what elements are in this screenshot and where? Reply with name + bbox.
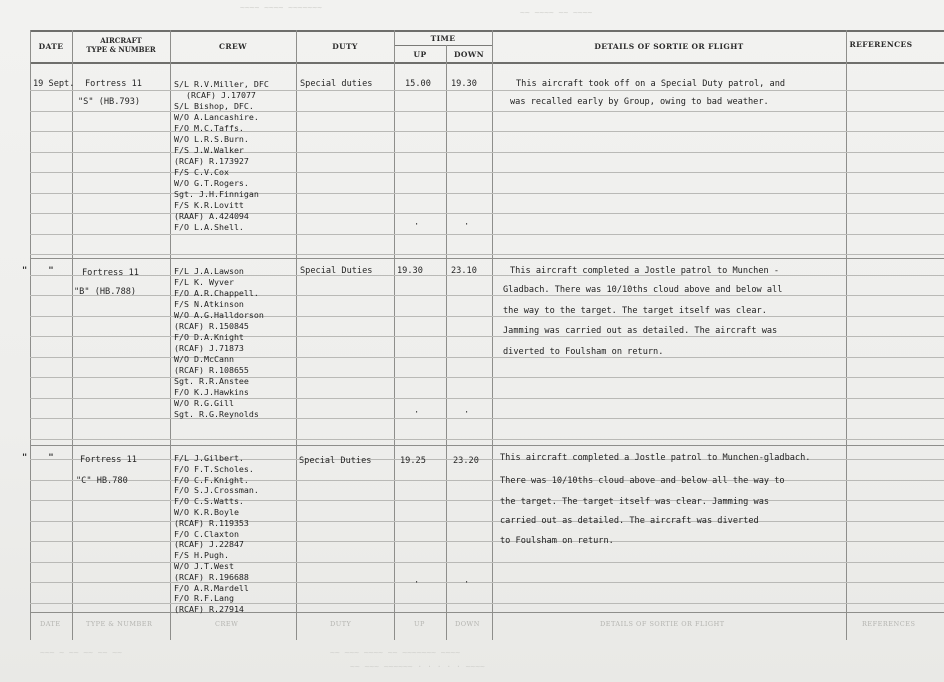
crew-member: F/S C.V.Cox (174, 167, 229, 177)
header-crew: CREW (219, 42, 247, 51)
footer-aircraft: TYPE & NUMBER (86, 620, 153, 628)
crew-member: F/O C.F.Knight. (174, 474, 249, 485)
column-rule (446, 45, 447, 640)
sortie-3-time-up: 19.25 (400, 456, 426, 466)
header-details: DETAILS OF SORTIE OR FLIGHT (594, 42, 744, 51)
header-time-down: DOWN (454, 50, 484, 59)
ruled-line (30, 275, 944, 276)
sortie-2-date: " " (22, 266, 62, 276)
ruled-line (30, 480, 944, 481)
crew-member: F/O A.R.Chappell. (174, 288, 259, 298)
crew-member: (RCAF) R.150845 (174, 321, 249, 331)
sortie-1-duty: Special duties (300, 79, 373, 89)
column-rule (296, 30, 297, 640)
crew-member: F/O K.J.Hawkins (174, 387, 249, 397)
crew-member: (RCAF) R.196688 (174, 571, 249, 582)
header-aircraft-line1: AIRCRAFT (100, 36, 142, 45)
column-rule (72, 30, 73, 640)
sortie-3-duty: Special Duties (299, 456, 372, 466)
footer-up: UP (414, 620, 425, 628)
crew-member: W/O J.T.West (174, 560, 234, 571)
crew-member: F/L J.Gilbert. (174, 453, 244, 463)
sortie-2-details-line: the way to the target. The target itself was clear. (503, 306, 767, 316)
sortie-2-details-line: diverted to Foulsham on return. (503, 347, 664, 357)
header-references: REFERENCES (849, 40, 913, 49)
bleed-through-text: ~~ ~~~~ ~~ ~~~~ (520, 8, 593, 17)
crew-member: Sgt. R.G.Reynolds (174, 409, 259, 419)
sortie-1-time-up: 15.00 (405, 79, 431, 89)
bleed-through-text: ~~ ~~~ ~~~~~~ · · · · · ~~~~ (350, 662, 485, 671)
dot-mark: · (464, 220, 470, 230)
bleed-through-text: ~~~ ~ ~~ ~~ ~~ ~~ (40, 648, 122, 657)
footer-references: REFERENCES (862, 620, 916, 628)
sortie-2-crew-list (174, 266, 264, 420)
crew-member: F/S N.Atkinson (174, 299, 244, 309)
crew-member: (RCAF) J.71873 (174, 343, 244, 353)
ruled-line (30, 521, 944, 522)
column-rule (394, 30, 395, 640)
ruled-line (30, 336, 944, 337)
crew-member: F/S K.R.Lovitt (174, 200, 244, 210)
crew-member: W/O R.G.Gill (174, 398, 234, 408)
crew-member: (RCAF) R.119353 (174, 517, 249, 528)
crew-member: W/O K.R.Boyle (174, 506, 239, 517)
crew-member: F/O M.C.Taffs. (174, 123, 244, 133)
ruled-line (30, 582, 944, 583)
dot-mark: · (414, 408, 420, 418)
ruled-line (30, 603, 944, 604)
ruled-line (30, 254, 944, 255)
footer-down: DOWN (455, 620, 480, 628)
section-rule (30, 612, 944, 613)
header-aircraft-line2: TYPE & NUMBER (86, 45, 156, 54)
ruled-line (30, 213, 944, 214)
sortie-3-time-down: 23.20 (453, 456, 479, 466)
footer-date: DATE (40, 620, 61, 628)
ruled-line (30, 500, 944, 501)
ruled-line (30, 172, 944, 173)
header-top-rule (30, 30, 944, 32)
crew-member: F/O R.F.Lang (174, 593, 234, 604)
dot-mark: · (414, 220, 420, 230)
column-rule (492, 30, 493, 640)
crew-member: F/S H.Pugh. (174, 550, 229, 561)
sortie-1-aircraft-number: "S" (HB.793) (78, 97, 141, 107)
crew-member: W/O G.T.Rogers. (174, 178, 249, 188)
sortie-1-details-line: This aircraft took off on a Special Duty patrol, and (516, 79, 786, 89)
ruled-line (30, 131, 944, 132)
sortie-2-aircraft-number: "B" (HB.788) (74, 287, 137, 297)
sortie-2-details-line: This aircraft completed a Jostle patrol to Munchen - (510, 266, 780, 276)
sortie-3-crew-list (174, 453, 259, 615)
column-rule (170, 30, 171, 640)
sortie-3-aircraft-type: Fortress 11 (80, 455, 137, 465)
sortie-3-details-line: This aircraft completed a Jostle patrol to Munchen-gladbach. (500, 453, 811, 463)
header-time: TIME (430, 34, 456, 43)
crew-member: (RCAF) J.22847 (174, 539, 244, 550)
footer-details: DETAILS OF SORTIE OR FLIGHT (600, 620, 725, 628)
sortie-2-duty: Special Duties (300, 266, 373, 276)
sortie-2-time-down: 23.10 (451, 266, 477, 276)
crew-member: F/S J.W.Walker (174, 145, 244, 155)
crew-member: Sgt. R.R.Anstee (174, 376, 249, 386)
crew-member: Sgt. J.H.Finnigan (174, 189, 259, 199)
crew-member: F/O C.Claxton (174, 528, 239, 539)
sortie-3-details-line: the target. The target itself was clear. Jamming was (500, 497, 770, 507)
dot-mark: · (464, 408, 470, 418)
sortie-1-aircraft-type: Fortress 11 (85, 79, 142, 89)
ruled-line (30, 295, 944, 296)
ruled-line (30, 234, 944, 235)
crew-member: (RCAF) R.27914 (174, 604, 244, 615)
crew-member: F/O F.T.Scholes. (174, 463, 254, 474)
ruled-line (30, 152, 944, 153)
sortie-1-crew-list (174, 79, 269, 233)
ruled-line (30, 418, 944, 419)
ruled-line (30, 398, 944, 399)
ruled-line (30, 316, 944, 317)
crew-member: F/O C.S.Watts. (174, 496, 244, 507)
section-rule (30, 445, 944, 446)
ruled-line (30, 377, 944, 378)
ruled-line (30, 357, 944, 358)
column-rule (846, 30, 847, 640)
sortie-3-details-line: carried out as detailed. The aircraft was diverted (500, 516, 759, 526)
sortie-3-aircraft-number: "C" HB.780 (76, 476, 128, 486)
sortie-3-details-line: to Foulsham on return. (500, 536, 614, 546)
crew-member: F/O D.A.Knight (174, 332, 244, 342)
sortie-3-date: " " (22, 453, 62, 463)
crew-member: (RCAF) R.173927 (174, 156, 249, 166)
sortie-2-details-line: Gladbach. There was 10/10ths cloud above and below all (503, 285, 783, 295)
header-time-up: UP (413, 50, 427, 59)
crew-member: W/O L.R.S.Burn. (174, 134, 249, 144)
bleed-through-text: ~~ ~~~ ~~~~ ~~ ~~~~~~~ ~~~~ (330, 648, 461, 657)
sortie-1-time-down: 19.30 (451, 79, 477, 89)
crew-member: S/L R.V.Miller, DFC (174, 79, 269, 89)
ruled-line (30, 111, 944, 112)
footer-crew: CREW (215, 620, 239, 628)
sortie-2-time-up: 19.30 (397, 266, 423, 276)
header-duty: DUTY (332, 42, 358, 51)
crew-member: W/O A.Lancashire. (174, 112, 259, 122)
column-rule (30, 30, 31, 640)
crew-member: W/O A.G.Halldorson (174, 310, 264, 320)
sortie-2-details-line: Jamming was carried out as detailed. The aircraft was (503, 326, 778, 336)
crew-member: W/O D.McCann (174, 354, 234, 364)
bleed-through-text: ~~~~ ~~~~ ~~~~~~~ (240, 3, 322, 12)
crew-member: (RCAF) R.108655 (174, 365, 249, 375)
sortie-2-aircraft-type: Fortress 11 (82, 268, 139, 278)
header-date: DATE (38, 42, 64, 51)
ruled-line (30, 562, 944, 563)
crew-member: (RAAF) A.424094 (174, 211, 249, 221)
footer-duty: DUTY (330, 620, 352, 628)
ruled-line (30, 193, 944, 194)
header-bottom-rule (30, 62, 944, 64)
crew-member: F/O A.R.Mardell (174, 582, 249, 593)
ruled-line (30, 439, 944, 440)
header-aircraft (72, 36, 170, 54)
dot-mark: · (414, 578, 420, 588)
ruled-line (30, 541, 944, 542)
time-subheader-rule (394, 45, 492, 46)
sortie-1-date: 19 Sept. (33, 79, 75, 89)
crew-member: F/L K. Wyver (174, 277, 234, 287)
crew-member: F/O L.A.Shell. (174, 222, 244, 232)
dot-mark: · (464, 578, 470, 588)
sortie-3-details-line: There was 10/10ths cloud above and below all the way to (500, 476, 785, 486)
ruled-line (30, 90, 944, 91)
sortie-1-details-line: was recalled early by Group, owing to bad weather. (510, 97, 769, 107)
crew-member: (RCAF) J.17077 (186, 90, 256, 100)
crew-member: F/O S.J.Crossman. (174, 485, 259, 496)
crew-member: S/L Bishop, DFC. (174, 101, 254, 111)
crew-member: F/L J.A.Lawson (174, 266, 244, 276)
section-rule (30, 258, 944, 259)
